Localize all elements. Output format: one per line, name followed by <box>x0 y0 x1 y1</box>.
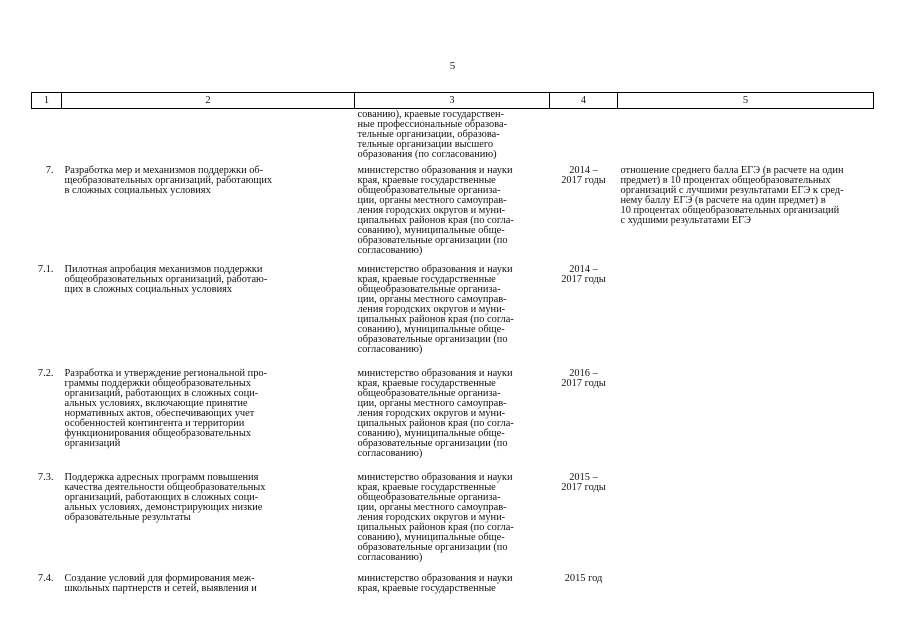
column-number-2: 2 <box>62 93 355 109</box>
table-row <box>32 259 874 363</box>
row-executor: министерство образования и науки края, краевые государственные общеобразовательные организа- ции, органы местного самоуправ- ления городских округов и муни- ципальных районов края (по согла- сованию), муниципальные обще- образовательные организации (по согласованию) <box>357 165 514 256</box>
row-number: 7.3. <box>37 472 54 483</box>
row-period: 2015 год <box>564 573 603 584</box>
row-indicator: отношение среднего балла ЕГЭ (в расчете на один предмет) в 10 процентах общеобразовательных организаций с лучшими результатами ЕГЭ к сред- нему баллу ЕГЭ (в расчете на один предмет) в 10 процентах общеобразовательных организаций с худшими результатами ЕГЭ <box>620 165 844 226</box>
row-period: 2014 – 2017 годы <box>561 165 606 186</box>
page-number: 5 <box>449 60 456 72</box>
row-indicator <box>618 568 874 594</box>
row-executor: министерство образования и науки края, краевые государственные общеобразовательные организа- ции, органы местного самоуправ- ления городских округов и муни- ципальных районов края (по согла- сованию), муниципальные обще- образовательные организации (по согласованию) <box>357 472 514 563</box>
continuation-period <box>550 109 618 161</box>
table-row <box>32 363 874 467</box>
table-row <box>32 568 874 594</box>
row-executor: министерство образования и науки края, краевые государственные общеобразовательные организа- ции, органы местного самоуправ- ления городских округов и муни- ципальных районов края (по согла- сованию), муниципальные обще- образовательные организации (по согласованию) <box>357 264 514 355</box>
row-period: 2016 – 2017 годы <box>561 368 606 389</box>
row-period: 2015 – 2017 годы <box>561 472 606 493</box>
row-title: Пилотная апробация механизмов поддержки общеобразовательных организаций, работаю- щих в сложных социальных условиях <box>64 264 268 295</box>
column-number-4: 4 <box>550 93 618 109</box>
column-number-row <box>32 93 874 109</box>
table-body <box>32 109 874 595</box>
row-number: 7.4. <box>37 573 54 584</box>
row-title: Поддержка адресных программ повышения качества деятельности общеобразовательных организаций, работающих в сложных соци- альных условиях, демонстрирующих низкие образовательные результаты <box>64 472 266 523</box>
row-executor: министерство образования и науки края, краевые государственные <box>357 573 513 594</box>
continuation-num <box>32 109 62 161</box>
table-row <box>32 467 874 568</box>
row-number: 7.1. <box>37 264 54 275</box>
continuation-row <box>32 109 874 161</box>
row-period: 2014 – 2017 годы <box>561 264 606 285</box>
row-indicator <box>618 467 874 568</box>
column-number-1: 1 <box>32 93 62 109</box>
table-header <box>32 93 874 109</box>
continuation-title <box>62 109 355 161</box>
table-row <box>32 160 874 259</box>
row-indicator <box>618 259 874 363</box>
row-executor: министерство образования и науки края, краевые государственные общеобразовательные организа- ции, органы местного самоуправ- ления городских округов и муни- ципальных районов края (по согла- сованию), муниципальные обще- образовательные организации (по согласованию) <box>357 368 514 459</box>
row-title: Создание условий для формирования меж- школьных партнерств и сетей, выявления и <box>64 573 257 594</box>
continuation-executor: сованию), краевые государствен- ные профессиональные образова- тельные организации, образова- тельные организации высшего образования (по согласованию) <box>357 109 508 160</box>
row-title: Разработка мер и механизмов поддержки об- щеобразовательных организаций, работающих в сложных социальных условиях <box>64 165 273 196</box>
row-title: Разработка и утверждение региональной про- граммы поддержки общеобразовательных организаций, работающих в сложных соци- альных условиях, включающие принятие нормативных актов, обеспечивающих учет особенностей контингента и территории функционирования общеобразовательных организаций <box>64 368 268 449</box>
row-indicator <box>618 363 874 467</box>
row-number: 7.2. <box>37 368 54 379</box>
row-number: 7. <box>45 165 54 176</box>
column-number-3: 3 <box>355 93 550 109</box>
action-plan-table <box>31 92 874 594</box>
column-number-5: 5 <box>618 93 874 109</box>
continuation-indicator <box>618 109 874 161</box>
